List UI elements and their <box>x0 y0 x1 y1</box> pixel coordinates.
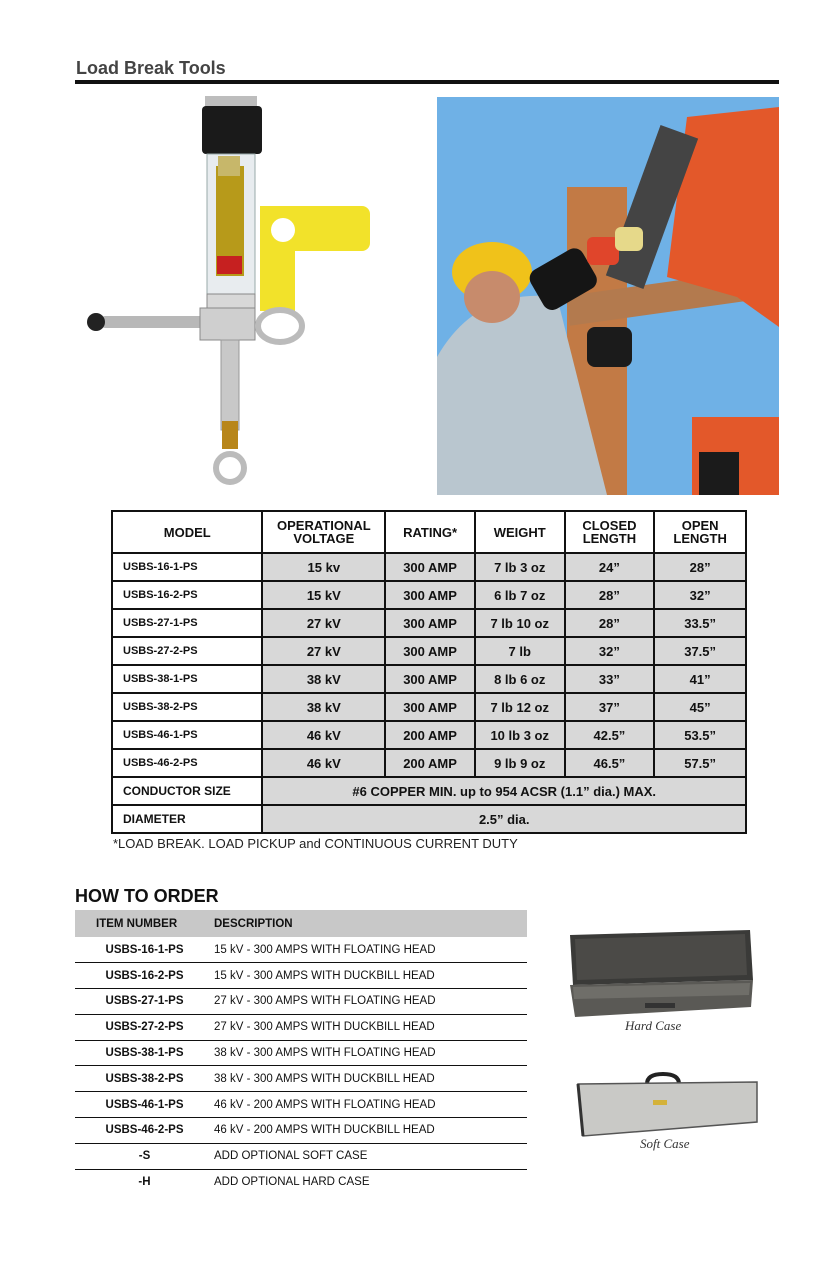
item-description: ADD OPTIONAL SOFT CASE <box>214 1143 527 1169</box>
closed-length-cell: 37” <box>565 693 655 721</box>
item-description: 38 kV - 300 AMPS WITH FLOATING HEAD <box>214 1040 527 1066</box>
closed-length-cell: 33” <box>565 665 655 693</box>
description-header: DESCRIPTION <box>214 910 527 937</box>
item-number: -H <box>138 1176 151 1189</box>
item-description: 15 kV - 300 AMPS WITH DUCKBILL HEAD <box>214 963 527 989</box>
weight-cell: 7 lb 12 oz <box>475 693 565 721</box>
weight-cell: 6 lb 7 oz <box>475 581 565 609</box>
item-description: 27 kV - 300 AMPS WITH DUCKBILL HEAD <box>214 1014 527 1040</box>
load-break-tool-image <box>80 96 380 496</box>
model-cell: USBS-16-2-PS <box>112 581 262 609</box>
item-number: USBS-16-1-PS <box>75 937 214 963</box>
column-header: MODEL <box>112 511 262 553</box>
rating-cell: 300 AMP <box>385 553 475 581</box>
item-number: USBS-16-2-PS <box>75 963 214 989</box>
order-row <box>75 963 527 989</box>
closed-length-cell: 46.5” <box>565 749 655 777</box>
item-description: 38 kV - 300 AMPS WITH DUCKBILL HEAD <box>214 1066 527 1092</box>
rating-cell: 300 AMP <box>385 637 475 665</box>
rating-cell: 200 AMP <box>385 749 475 777</box>
order-row <box>75 1118 527 1144</box>
column-header: WEIGHT <box>475 511 565 553</box>
rating-cell: 300 AMP <box>385 581 475 609</box>
closed-length-cell: 28” <box>565 581 655 609</box>
table-row <box>112 749 746 777</box>
item-description: 46 kV - 200 AMPS WITH DUCKBILL HEAD <box>214 1118 527 1144</box>
closed-length-cell: 28” <box>565 609 655 637</box>
item-number: USBS-46-2-PS <box>75 1118 214 1144</box>
item-description: ADD OPTIONAL HARD CASE <box>214 1176 370 1189</box>
weight-cell: 8 lb 6 oz <box>475 665 565 693</box>
lineman-photo <box>437 97 779 495</box>
rating-cell: 300 AMP <box>385 609 475 637</box>
item-description: 46 kV - 200 AMPS WITH FLOATING HEAD <box>214 1092 527 1118</box>
model-cell: USBS-27-2-PS <box>112 637 262 665</box>
weight-cell: 10 lb 3 oz <box>475 721 565 749</box>
order-row <box>75 1066 527 1092</box>
closed-length-cell: 32” <box>565 637 655 665</box>
model-cell: USBS-27-1-PS <box>112 609 262 637</box>
how-to-order-heading: HOW TO ORDER <box>75 886 219 906</box>
specifications-table <box>111 510 747 834</box>
item-number: USBS-38-1-PS <box>75 1040 214 1066</box>
model-cell: USBS-46-1-PS <box>112 721 262 749</box>
item-number-header: ITEM NUMBER <box>75 910 214 937</box>
page-title: Load Break Tools <box>76 58 226 78</box>
model-cell: USBS-38-1-PS <box>112 665 262 693</box>
voltage-cell: 38 kV <box>262 665 385 693</box>
column-header: OPEN LENGTH <box>654 511 746 553</box>
weight-cell: 7 lb <box>475 637 565 665</box>
table-row <box>112 693 746 721</box>
voltage-cell: 46 kV <box>262 749 385 777</box>
item-number: USBS-38-2-PS <box>75 1066 214 1092</box>
order-header-row <box>75 910 527 937</box>
voltage-cell: 38 kV <box>262 693 385 721</box>
order-table <box>75 910 527 1195</box>
open-length-cell: 45” <box>654 693 746 721</box>
closed-length-cell: 42.5” <box>565 721 655 749</box>
conductor-size-row <box>112 777 746 805</box>
voltage-cell: 46 kV <box>262 721 385 749</box>
soft-case-caption: Soft Case <box>640 1136 690 1151</box>
model-cell: USBS-16-1-PS <box>112 553 262 581</box>
table-row <box>112 609 746 637</box>
order-row <box>75 1040 527 1066</box>
order-row <box>75 1143 527 1169</box>
open-length-cell: 33.5” <box>654 609 746 637</box>
table-row <box>112 721 746 749</box>
table-row <box>112 637 746 665</box>
table-row <box>112 553 746 581</box>
weight-cell: 9 lb 9 oz <box>475 749 565 777</box>
rating-footnote: *LOAD BREAK. LOAD PICKUP and CONTINUOUS CURRENT DUTY <box>113 836 518 851</box>
item-number: -S <box>75 1143 214 1169</box>
order-row <box>75 989 527 1015</box>
column-header: CLOSED LENGTH <box>565 511 655 553</box>
item-description: 15 kV - 300 AMPS WITH FLOATING HEAD <box>214 937 527 963</box>
order-row <box>75 937 527 963</box>
voltage-cell: 15 kV <box>262 581 385 609</box>
diameter-row <box>112 805 746 833</box>
voltage-cell: 15 kv <box>262 553 385 581</box>
item-number: USBS-27-2-PS <box>75 1014 214 1040</box>
weight-cell: 7 lb 3 oz <box>475 553 565 581</box>
open-length-cell: 57.5” <box>654 749 746 777</box>
closed-length-cell: 24” <box>565 553 655 581</box>
diameter-value: 2.5” dia. <box>262 805 746 833</box>
open-length-cell: 37.5” <box>654 637 746 665</box>
title-rule <box>75 80 779 84</box>
open-length-cell: 41” <box>654 665 746 693</box>
table-row <box>112 665 746 693</box>
soft-case-image <box>575 1072 760 1142</box>
conductor-size-value: #6 COPPER MIN. up to 954 ACSR (1.1” dia.) MAX. <box>262 777 746 805</box>
hard-case-caption: Hard Case <box>625 1018 682 1033</box>
column-header: OPERATIONAL VOLTAGE <box>262 511 385 553</box>
open-length-cell: 53.5” <box>654 721 746 749</box>
rating-cell: 300 AMP <box>385 665 475 693</box>
table-row <box>112 581 746 609</box>
weight-cell: 7 lb 10 oz <box>475 609 565 637</box>
voltage-cell: 27 kV <box>262 609 385 637</box>
model-cell: USBS-38-2-PS <box>112 693 262 721</box>
rating-cell: 200 AMP <box>385 721 475 749</box>
rating-cell: 300 AMP <box>385 693 475 721</box>
conductor-size-label: CONDUCTOR SIZE <box>112 777 262 805</box>
model-cell: USBS-46-2-PS <box>112 749 262 777</box>
voltage-cell: 27 kV <box>262 637 385 665</box>
order-row <box>75 1014 527 1040</box>
hard-case-image <box>565 925 755 1025</box>
open-length-cell: 32” <box>654 581 746 609</box>
item-number: USBS-46-1-PS <box>75 1092 214 1118</box>
table-header-row <box>112 511 746 553</box>
item-number: USBS-27-1-PS <box>75 989 214 1015</box>
order-row <box>75 1169 527 1195</box>
order-row <box>75 1092 527 1118</box>
diameter-label: DIAMETER <box>112 805 262 833</box>
column-header: RATING* <box>385 511 475 553</box>
open-length-cell: 28” <box>654 553 746 581</box>
item-description: 27 kV - 300 AMPS WITH FLOATING HEAD <box>214 989 527 1015</box>
